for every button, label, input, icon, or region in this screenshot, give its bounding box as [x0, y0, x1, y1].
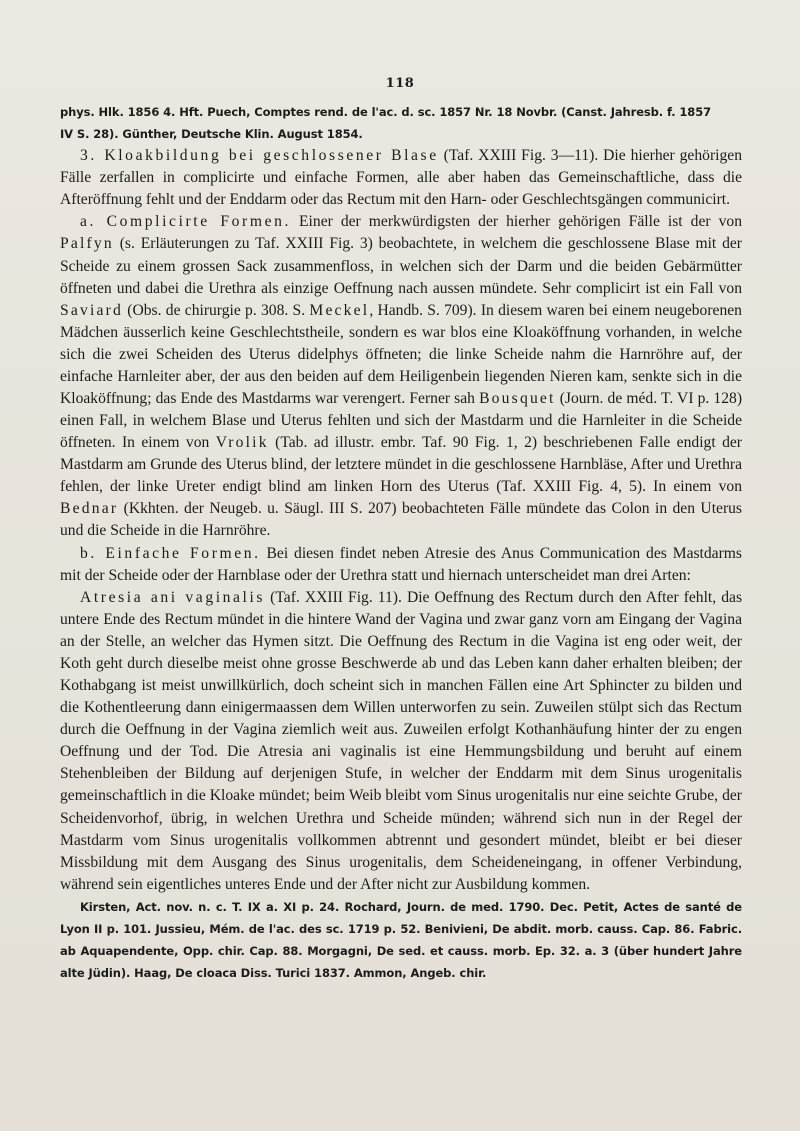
paragraph-complicirte-formen: a. Complicirte Formen. Einer der merkwürdigsten der hierher gehörigen Fälle ist der von Palfyn (s. Erläuterungen zu Taf. XXIII Fig. 3) beobachtete, in welchem die geschlossene Blase mit der Scheide zu einem grossen Sack zusammenfloss, in welchen sich der Darm und die beiden Gebärmütter öffneten und dabei die Urethra als einzige Oeffnung nach aussen mündete. Sehr complicirt ist ein Fall von Saviard (Obs. de chirurgie p. 308. S. Meckel, Handb. S. 709). In diesem waren bei einem neugeborenen Mädchen äusserlich keine Geschlechtstheile, sondern es war blos eine Kloaköffnung vorhanden, in welche sich die zwei Scheiden des Uterus didelphys öffneten; die linke Scheide nahm die Harnröhre auf, der einfache Harnleiter aber, der aus den beiden auf dem Heiligenbein liegenden Nieren kam, senkte sich in die Kloaköffnung; das Ende des Mastdarms war verengert. Ferner sah Bousquet (Journ. de méd. T. VI p. 128) einen Fall, in welchem Blase und Uterus fehlten und sich der Mastdarm und die Harnleiter in die Scheide öffneten. In einem von Vrolik (Tab. ad illustr. embr. Taf. 90 Fig. 1, 2) beschriebenen Falle endigt der Mastdarm am Grunde des Uterus blind, der letztere mündet in die geschlossene Harnbläse, After und Urethra fehlen, der linke Ureter endigt blind am linken Horn des Uterus (Taf. XXIII Fig. 4, 5). In einem von Bednar (Kkhten. der Neugeb. u. Säugl. III S. 207) beobachteten Fälle mündete das Colon in den Uterus und die Scheide in die Harnröhre.	[60, 213, 743, 540]
author-name: Bednar	[60, 500, 119, 518]
paragraph-einfache-formen: b. Einfache Formen. Bei diesen findet neben Atresie des Anus Communication des Mastdarms mit der Scheide oder der Harnblase oder der Urethra statt und hiernach unterscheidet man drei Arten:	[60, 544, 742, 584]
reference-line-2: IV S. 28). Günther, Deutsche Klin. August 1854.	[60, 127, 363, 142]
term-heading: Atresia ani vaginalis	[80, 588, 266, 606]
author-name: Bousquet	[479, 390, 556, 408]
subsection-heading-a: a. Complicirte Formen.	[80, 213, 291, 231]
section-heading-3: 3. Kloakbildung bei geschlossener Blase	[80, 147, 439, 165]
author-name: Palfyn	[60, 235, 114, 253]
author-name: Meckel	[309, 301, 370, 319]
references-block: Kirsten, Act. nov. n. c. T. IX a. XI p. 24. Rochard, Journ. de med. 1790. Dec. Petit, Actes de santé de Lyon II p. 101. Jussieu, Mém. de l'ac. des sc. 1719 p. 52. Benivieni, De abdit. morb. causs. Cap. 86. Fabric. ab Aquapendente, Opp. chir. Cap. 88. Morgagni, De sed. et causs. morb. Ep. 32. a. 3 (über hundert Jahre alte Jüdin). Haag, De cloaca Diss. Turici 1837. Ammon, Angeb. chir.	[60, 899, 742, 981]
paragraph-kloakbildung: 3. Kloakbildung bei geschlossener Blase (Taf. XXIII Fig. 3—11). Die hierher gehörigen Fälle zerfallen in complicirte und einfache Formen, alle aber haben das Gemeinschaftliche, dass die Afteröffnung fehlt und der Enddarm oder das Rectum mit den Harn- oder Geschlechtsgängen communicirt.	[60, 147, 742, 209]
author-name: Saviard	[60, 301, 124, 319]
reference-line-1: phys. Hlk. 1856 4. Hft. Puech, Comptes rend. de l'ac. d. sc. 1857 Nr. 18 Novbr. (Canst. Jahresb. f. 1857	[60, 105, 712, 119]
author-name: Vrolik	[215, 434, 269, 452]
page-number: 118	[385, 76, 415, 91]
body-text	[60, 101, 742, 984]
paragraph-atresia-ani-vaginalis: Atresia ani vaginalis (Taf. XXIII Fig. 11). Die Oeffnung des Rectum durch den After fehlt, das untere Ende des Rectum mündet in die hintere Wand der Vagina und zwar ganz vorn am Eingang der Vagina an der Stelle, an welcher das Hymen sitzt. Die Oeffnung des Rectum in die Vagina ist eng oder weit, der Koth geht durch dieselbe meist ohne grosse Beschwerde ab und das Leben kann daher erhalten bleiben; der Kothabgang ist meist unwillkürlich, doch scheint sich in manchen Fällen eine Art Sphincter zu bilden und die Kothentleerung dann einigermaassen dem Willen unterworfen zu sein. Zuweilen stülpt sich das Rectum durch die Oeffnung in der Vagina ziemlich weit aus. Zuweilen erfolgt Kothanhäufung hinter der zu engen Oeffnung und der Tod. Die Atresia ani vaginalis ist eine Hemmungsbildung und beruht auf einem Stehenbleiben der Bildung auf derjenigen Stufe, in welcher der Enddarm mit dem Sinus urogenitalis gemeinschaftlich in die Kloake mündet; beim Weib bleibt vom Sinus urogenitalis nur eine seichte Grube, der Scheidenvorhof, übrig, in welchen Urethra und Scheide münden; während sich nun in der Regel der Mastdarm vom Sinus urogenitalis vollkommen abtrennt und gesondert mündet, bleibt er bei dieser Missbildung mit dem Ausgang des Sinus urogenitalis, dem Scheideneingang, in offener Verbindung, während sein eigentliches unteres Ende und der After nicht zur Ausbildung kommen.	[60, 588, 743, 893]
subsection-heading-b: b. Einfache Formen.	[80, 544, 261, 562]
